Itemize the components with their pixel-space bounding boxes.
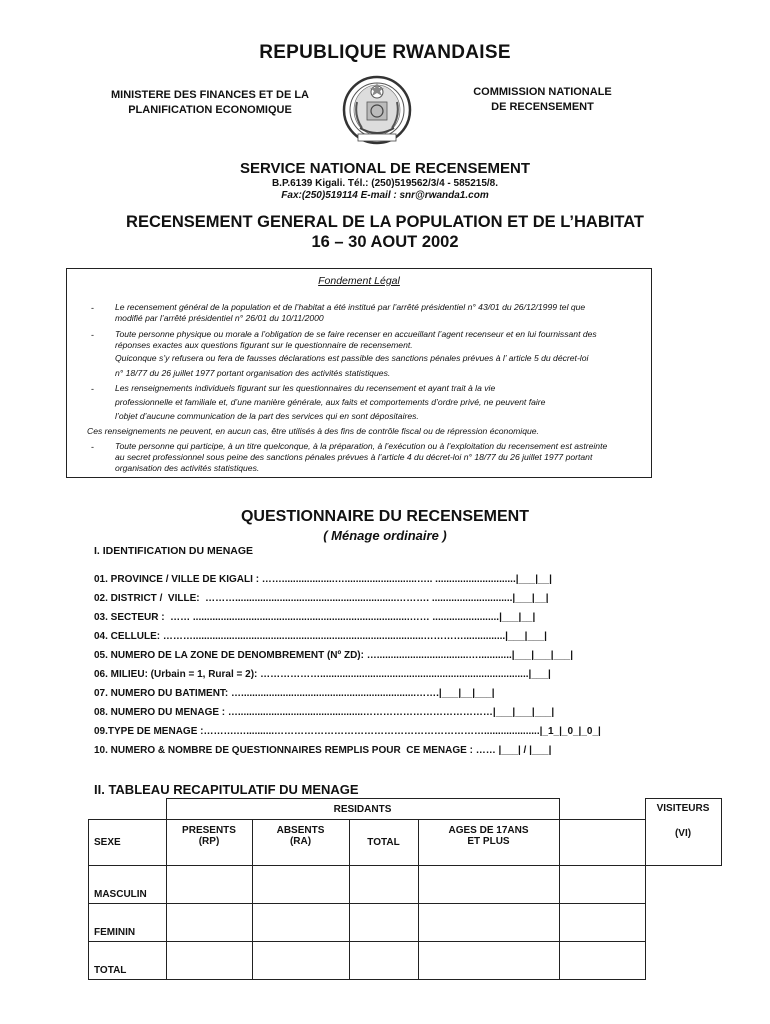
header-visiteurs — [645, 799, 721, 866]
ages-line-1: AGES DE 17ANS — [448, 825, 529, 836]
absents-label: ABSENTS — [276, 825, 325, 836]
cell-feminin-absents[interactable] — [252, 904, 349, 942]
legal-text: Toute personne physique ou morale a l’obligation de se faire recenser en accueillant l’agent recenseur et en lui fournissant des — [115, 329, 597, 339]
legal-basis-box — [66, 268, 652, 478]
presents-code: (RP) — [198, 836, 220, 847]
cell-masculin-ages[interactable] — [418, 866, 559, 904]
ministry-line-2: PLANIFICATION ECONOMIQUE — [128, 104, 292, 116]
cell-masculin-visiteurs[interactable] — [559, 866, 645, 904]
field-milieu[interactable]: 06. MILIEU: (Urbain = 1, Rural = 2): ………………...........................................................................|___| — [94, 669, 551, 680]
legal-text: Les renseignements individuels figurant sur les questionnaires du recensement et ayant trait à la vie — [115, 383, 496, 393]
field-type-menage[interactable]: 09.TYPE DE MENAGE :……….…..........………………………………………………………....................|_1_|_0_|_0_| — [94, 726, 601, 737]
row-label-feminin: FEMININ — [89, 904, 167, 942]
legal-text: Ces renseignements ne peuvent, en aucun cas, être utilisés à des fins de contrôle fiscal ou de répression économique. — [87, 426, 539, 436]
commission-name — [455, 85, 630, 115]
field-secteur[interactable]: 03. SECTEUR : …… ..............................................................................…… ........................|___|__| — [94, 612, 536, 623]
legal-text: modifié par l’arrêté présidentiel n° 26/01 du 10/11/2000 — [115, 313, 324, 323]
cell-total-ages[interactable] — [418, 942, 559, 980]
cell-feminin-total[interactable] — [349, 904, 418, 942]
cell-masculin-presents[interactable] — [166, 866, 252, 904]
cell-total-visiteurs[interactable] — [559, 942, 645, 980]
field-zone-denombrement[interactable]: 05. NUMERO DE LA ZONE DE DENOMBREMENT (Nº ZD): ….................................…............|___|___|___| — [94, 650, 573, 661]
legal-basis-title: Fondement Légal — [318, 275, 400, 287]
republic-heading: REPUBLIQUE RWANDAISE — [259, 42, 511, 63]
header-presents — [166, 820, 252, 866]
fax-email-line: Fax:(250)519114 E-mail : snr@rwanda1.com — [281, 190, 489, 201]
field-numero-menage[interactable]: 08. NUMERO DU MENAGE : ….............................................…………………………………|___|___|___| — [94, 707, 555, 718]
commission-line-1: COMMISSION NATIONALE — [473, 86, 612, 98]
field-province[interactable]: 01. PROVINCE / VILLE DE KIGALI : ……...................…..........................….. .............................|___|__| — [94, 574, 552, 585]
legal-text: Toute personne qui participe, à un titre quelconque, à la préparation, à l’exécution ou à l’exploitation du recensement est astreinte — [115, 441, 608, 451]
legal-text: l’objet d’aucune communication de la part des services qui en sont dépositaires. — [115, 411, 419, 421]
commission-line-2: DE RECENSEMENT — [491, 101, 594, 113]
bullet-dash: - — [91, 303, 94, 313]
legal-text: n° 18/77 du 26 juillet 1977 portant organisation des activités statistiques. — [115, 368, 391, 378]
visiteurs-code: (VI) — [674, 828, 692, 839]
legal-text: professionnelle et familiale et, d’une manière générale, aux faits et comportements d’ordre privé, ne peuvent faire — [115, 397, 546, 407]
header-absents — [252, 820, 349, 866]
cell-masculin-absents[interactable] — [252, 866, 349, 904]
cell-total-absents[interactable] — [252, 942, 349, 980]
cell-masculin-total[interactable] — [349, 866, 418, 904]
address-line: B.P.6139 Kigali. Tél.: (250)519562/3/4 - 585215/8. — [271, 178, 499, 189]
cell-total-presents[interactable] — [166, 942, 252, 980]
legal-text: Quiconque s’y refusera ou fera de fausses déclarations est passible des sanctions pénales prévues à l’ article 5 du décret-loi — [115, 353, 589, 363]
ages-line-2: ET PLUS — [467, 836, 510, 847]
ministry-name — [90, 88, 330, 118]
census-dates: 16 – 30 AOUT 2002 — [311, 233, 459, 251]
header-total: TOTAL — [349, 820, 418, 866]
legal-text: Le recensement général de la population et de l’habitat a été institué par l’arrêté présidentiel n° 43/01 du 26/12/1999 tel que — [115, 302, 586, 312]
field-questionnaires-count[interactable]: 10. NUMERO & NOMBRE DE QUESTIONNAIRES REMPLIS POUR CE MENAGE : …… |___| / |___| — [94, 745, 552, 756]
field-cellule[interactable]: 04. CELLULE: ………...................................................................................…………...............|___|___| — [94, 631, 547, 642]
questionnaire-subtitle: ( Ménage ordinaire ) — [323, 528, 447, 543]
header-sexe: SEXE — [89, 820, 167, 866]
presents-label: PRESENTS — [182, 825, 236, 836]
bullet-dash: - — [91, 384, 94, 394]
header-residants: RESIDANTS — [166, 799, 559, 820]
cell-total-total[interactable] — [349, 942, 418, 980]
service-name: SERVICE NATIONAL DE RECENSEMENT — [239, 160, 531, 177]
legal-text: organisation des activités statistiques. — [115, 463, 260, 473]
row-label-total: TOTAL — [89, 942, 167, 980]
legal-text: réponses exactes aux questions figurant sur le questionnaire de recensement. — [115, 340, 413, 350]
bullet-dash: - — [91, 442, 94, 452]
cell-feminin-ages[interactable] — [418, 904, 559, 942]
field-numero-batiment[interactable]: 07. NUMERO DU BATIMENT: …...............................................................…….|___|__|___| — [94, 688, 495, 699]
cell-feminin-presents[interactable] — [166, 904, 252, 942]
ministry-line-1: MINISTERE DES FINANCES ET DE LA — [110, 89, 310, 101]
header-ages — [418, 820, 559, 866]
absents-code: (RA) — [289, 836, 312, 847]
row-label-masculin: MASCULIN — [89, 866, 167, 904]
field-district[interactable]: 02. DISTRICT / VILLE: ………..........................................................………. .............................|___|__| — [94, 593, 549, 604]
empty-corner-cell — [89, 799, 167, 820]
household-summary-table — [88, 798, 722, 980]
legal-text: au secret professionnel sous peine des sanctions pénales prévues à l’article 4 du décret-loi n° 18/77 du 26 juillet 1977 portant — [115, 452, 593, 462]
rwanda-seal-icon — [340, 66, 414, 154]
questionnaire-title: QUESTIONNAIRE DU RECENSEMENT — [240, 508, 530, 525]
cell-feminin-visiteurs[interactable] — [559, 904, 645, 942]
bullet-dash: - — [91, 330, 94, 340]
section-1-title: I. IDENTIFICATION DU MENAGE — [94, 545, 254, 557]
empty-cell — [559, 799, 645, 820]
visiteurs-label: VISITEURS — [656, 803, 710, 814]
census-title: RECENSEMENT GENERAL DE LA POPULATION ET DE L’HABITAT — [126, 213, 644, 231]
section-2-title: II. TABLEAU RECAPITULATIF DU MENAGE — [94, 782, 359, 797]
